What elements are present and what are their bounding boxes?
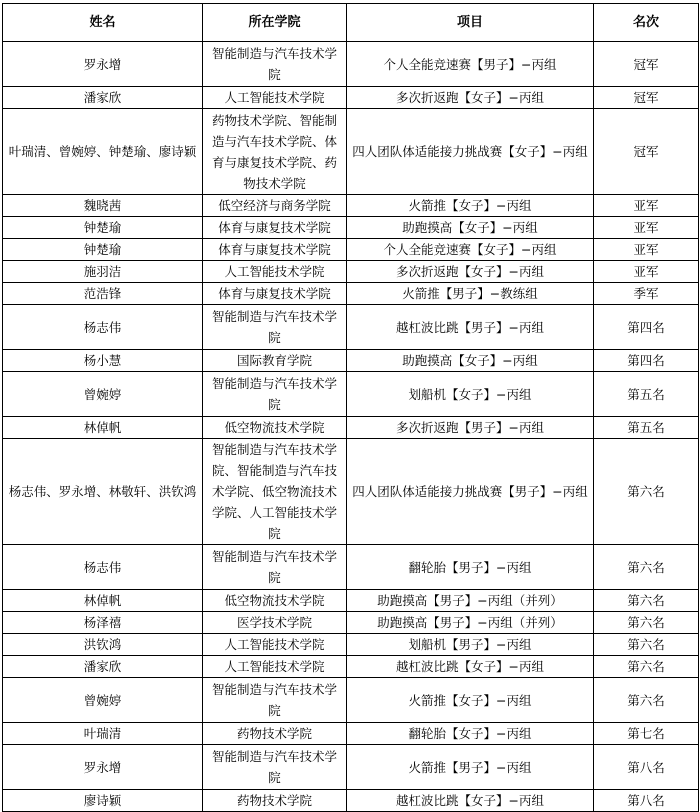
rank-cell: 亚军 (594, 195, 699, 217)
college-cell: 人工智能技术学院 (203, 656, 347, 678)
name-cell: 钟楚瑜 (3, 217, 203, 239)
table-row (3, 42, 699, 87)
table-row (3, 723, 699, 745)
name-cell: 杨志伟 (3, 545, 203, 590)
rank-cell: 第八名 (594, 790, 699, 812)
table-row (3, 87, 699, 109)
name-cell: 叶瑞清、曾婉婷、钟楚瑜、廖诗颖 (3, 109, 203, 195)
table-row (3, 217, 699, 239)
rank-cell: 亚军 (594, 261, 699, 283)
event-cell: 翻轮胎【男子】−丙组 (347, 545, 594, 590)
college-cell: 体育与康复技术学院 (203, 217, 347, 239)
event-cell: 四人团队体适能接力挑战赛【女子】−丙组 (347, 109, 594, 195)
college-cell: 药物技术学院 (203, 790, 347, 812)
college-cell: 体育与康复技术学院 (203, 239, 347, 261)
name-cell: 罗永增 (3, 42, 203, 87)
table-row (3, 656, 699, 678)
table-row (3, 305, 699, 350)
college-cell: 低空物流技术学院 (203, 590, 347, 612)
table-row (3, 745, 699, 790)
rank-cell: 第六名 (594, 545, 699, 590)
name-cell: 杨小慧 (3, 350, 203, 372)
college-cell: 智能制造与汽车技术学院 (203, 305, 347, 350)
college-cell: 智能制造与汽车技术学院 (203, 745, 347, 790)
table-row (3, 417, 699, 439)
event-cell: 越杠波比跳【女子】−丙组 (347, 790, 594, 812)
name-cell: 杨志伟、罗永增、林敬轩、洪钦鸿 (3, 439, 203, 545)
header-rank: 名次 (594, 4, 699, 42)
event-cell: 助跑摸高【男子】−丙组（并列） (347, 590, 594, 612)
table-row (3, 109, 699, 195)
table-row (3, 678, 699, 723)
event-cell: 火箭推【男子】−教练组 (347, 283, 594, 305)
college-cell: 低空物流技术学院 (203, 417, 347, 439)
event-cell: 个人全能竞速赛【女子】−丙组 (347, 239, 594, 261)
event-cell: 四人团队体适能接力挑战赛【男子】−丙组 (347, 439, 594, 545)
name-cell: 施羽洁 (3, 261, 203, 283)
college-cell: 人工智能技术学院 (203, 87, 347, 109)
header-college: 所在学院 (203, 4, 347, 42)
name-cell: 洪钦鸿 (3, 634, 203, 656)
event-cell: 多次折返跑【女子】−丙组 (347, 87, 594, 109)
table-row (3, 439, 699, 545)
table-row (3, 239, 699, 261)
name-cell: 罗永增 (3, 745, 203, 790)
rank-cell: 第六名 (594, 678, 699, 723)
name-cell: 曾婉婷 (3, 372, 203, 417)
event-cell: 火箭推【男子】−丙组 (347, 745, 594, 790)
rank-cell: 季军 (594, 283, 699, 305)
rank-cell: 第六名 (594, 612, 699, 634)
college-cell: 智能制造与汽车技术学院 (203, 545, 347, 590)
event-cell: 助跑摸高【女子】−丙组 (347, 350, 594, 372)
event-cell: 助跑摸高【女子】−丙组 (347, 217, 594, 239)
rank-cell: 第六名 (594, 634, 699, 656)
college-cell: 智能制造与汽车技术学院、智能制造与汽车技术学院、低空物流技术学院、人工智能技术学院 (203, 439, 347, 545)
college-cell: 低空经济与商务学院 (203, 195, 347, 217)
name-cell: 廖诗颖 (3, 790, 203, 812)
event-cell: 多次折返跑【男子】−丙组 (347, 417, 594, 439)
college-cell: 医学技术学院 (203, 612, 347, 634)
name-cell: 潘家欣 (3, 87, 203, 109)
event-cell: 火箭推【女子】−丙组 (347, 195, 594, 217)
rank-cell: 冠军 (594, 42, 699, 87)
event-cell: 划船机【女子】−丙组 (347, 372, 594, 417)
table-row (3, 634, 699, 656)
name-cell: 叶瑞清 (3, 723, 203, 745)
event-cell: 越杠波比跳【男子】−丙组 (347, 305, 594, 350)
event-cell: 翻轮胎【女子】−丙组 (347, 723, 594, 745)
event-cell: 多次折返跑【女子】−丙组 (347, 261, 594, 283)
rank-cell: 第八名 (594, 745, 699, 790)
event-cell: 个人全能竞速赛【男子】−丙组 (347, 42, 594, 87)
college-cell: 体育与康复技术学院 (203, 283, 347, 305)
name-cell: 杨泽禧 (3, 612, 203, 634)
rank-cell: 第六名 (594, 590, 699, 612)
name-cell: 曾婉婷 (3, 678, 203, 723)
table-row (3, 590, 699, 612)
header-name: 姓名 (3, 4, 203, 42)
rank-cell: 亚军 (594, 239, 699, 261)
rank-cell: 第五名 (594, 372, 699, 417)
table-row (3, 790, 699, 812)
college-cell: 药物技术学院 (203, 723, 347, 745)
header-row (3, 4, 699, 42)
name-cell: 杨志伟 (3, 305, 203, 350)
event-cell: 越杠波比跳【女子】−丙组 (347, 656, 594, 678)
college-cell: 人工智能技术学院 (203, 261, 347, 283)
rank-cell: 第四名 (594, 305, 699, 350)
college-cell: 智能制造与汽车技术学院 (203, 678, 347, 723)
table-row (3, 612, 699, 634)
event-cell: 助跑摸高【男子】−丙组（并列） (347, 612, 594, 634)
table-row (3, 350, 699, 372)
rank-cell: 亚军 (594, 217, 699, 239)
rank-cell: 冠军 (594, 87, 699, 109)
college-cell: 人工智能技术学院 (203, 634, 347, 656)
header-event: 项目 (347, 4, 594, 42)
college-cell: 智能制造与汽车技术学院 (203, 42, 347, 87)
college-cell: 药物技术学院、智能制造与汽车技术学院、体育与康复技术学院、药物技术学院 (203, 109, 347, 195)
rank-cell: 第四名 (594, 350, 699, 372)
name-cell: 林倬帆 (3, 590, 203, 612)
table-row (3, 195, 699, 217)
event-cell: 划船机【男子】−丙组 (347, 634, 594, 656)
rank-cell: 第五名 (594, 417, 699, 439)
table-row (3, 372, 699, 417)
table-row (3, 261, 699, 283)
college-cell: 智能制造与汽车技术学院 (203, 372, 347, 417)
name-cell: 范浩锋 (3, 283, 203, 305)
results-table (2, 3, 699, 812)
rank-cell: 第六名 (594, 439, 699, 545)
event-cell: 火箭推【女子】−丙组 (347, 678, 594, 723)
name-cell: 林倬帆 (3, 417, 203, 439)
college-cell: 国际教育学院 (203, 350, 347, 372)
name-cell: 魏晓茜 (3, 195, 203, 217)
table-row (3, 545, 699, 590)
name-cell: 潘家欣 (3, 656, 203, 678)
rank-cell: 冠军 (594, 109, 699, 195)
table-row (3, 283, 699, 305)
name-cell: 钟楚瑜 (3, 239, 203, 261)
rank-cell: 第六名 (594, 656, 699, 678)
rank-cell: 第七名 (594, 723, 699, 745)
